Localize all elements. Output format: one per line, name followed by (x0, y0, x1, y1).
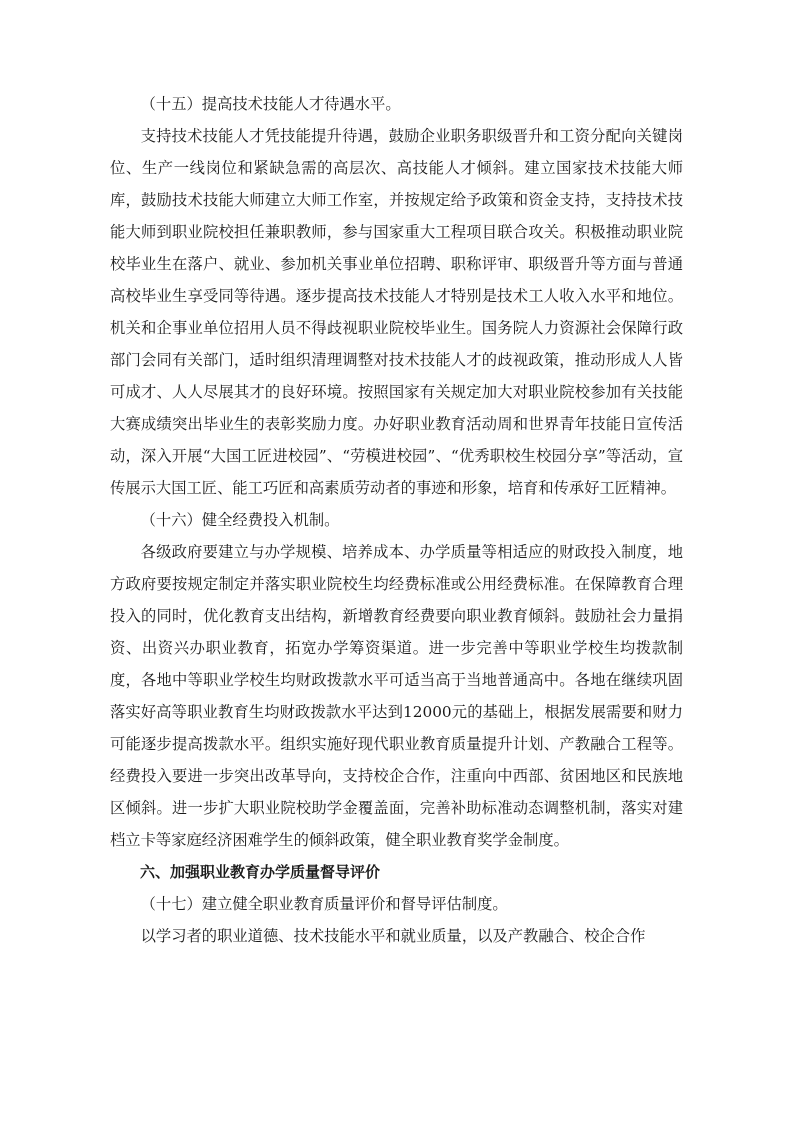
section-16-title: （十六）健全经费投入机制。 (140, 511, 340, 529)
section-17-body: 以学习者的职业道德、技术技能水平和就业质量，以及产教融合、校企合作 (140, 927, 646, 945)
section-15-body: 支持技术技能人才凭技能提升待遇，鼓励企业职务职级晋升和工资分配向关键岗位、生产一线岗位和紧缺急需的高层次、高技能人才倾斜。建立国家技术技能大师库，鼓励技术技能大师建立大师工作室，并按规定给予政策和资金支持，支持技术技能大师到职业院校担任兼职教师，参与国家重大工程项目联合攻关。积极推动职业院校毕业生在落户、就业、参加机关事业单位招聘、职称评审、职级晋升等方面与普通高校毕业生享受同等待遇。逐步提高技术技能人才特别是技术工人收入水平和地位。机关和企事业单位招用人员不得歧视职业院校毕业生。国务院人力资源社会保障行政部门会同有关部门，适时组织清理调整对技术技能人才的歧视政策，推动形成人人皆可成才、人人尽展其才的良好环境。按照国家有关规定加大对职业院校参加有关技能大赛成绩突出毕业生的表彰奖励力度。办好职业教育活动周和世界青年技能日宣传活动，深入开展“大国工匠进校园”、“劳模进校园”、“优秀职校生校园分享”等活动，宣传展示大国工匠、能工巧匠和高素质劳动者的事迹和形象，培育和传承好工匠精神。 (110, 127, 683, 497)
section-16-body: 各级政府要建立与办学规模、培养成本、办学质量等相适应的财政投入制度，地方政府要按规定制定并落实职业院校生均经费标准或公用经费标准。在保障教育合理投入的同时，优化教育支出结构，新增教育经费要向职业教育倾斜。鼓励社会力量捐资、出资兴办职业教育，拓宽办学筹资渠道。进一步完善中等职业学校生均拨款制度，各地中等职业学校生均财政拨款水平可适当高于当地普通高中。各地在继续巩固落实好高等职业教育生均财政拨款水平达到12000元的基础上，根据发展需要和财力可能逐步提高拨款水平。组织实施好现代职业教育质量提升计划、产教融合工程等。经费投入要进一步突出改革导向，支持校企合作，注重向中西部、贫困地区和民族地区倾斜。进一步扩大职业院校助学金覆盖面，完善补助标准动态调整机制，落实对建档立卡等家庭经济困难学生的倾斜政策，健全职业教育奖学金制度。 (110, 543, 683, 849)
section-17-title: （十七）建立健全职业教育质量评价和督导评估制度。 (140, 895, 508, 913)
section-15-title: （十五）提高技术技能人才待遇水平。 (140, 95, 401, 113)
chapter-6-heading: 六、加强职业教育办学质量督导评价 (140, 863, 381, 881)
document-page (110, 88, 683, 952)
